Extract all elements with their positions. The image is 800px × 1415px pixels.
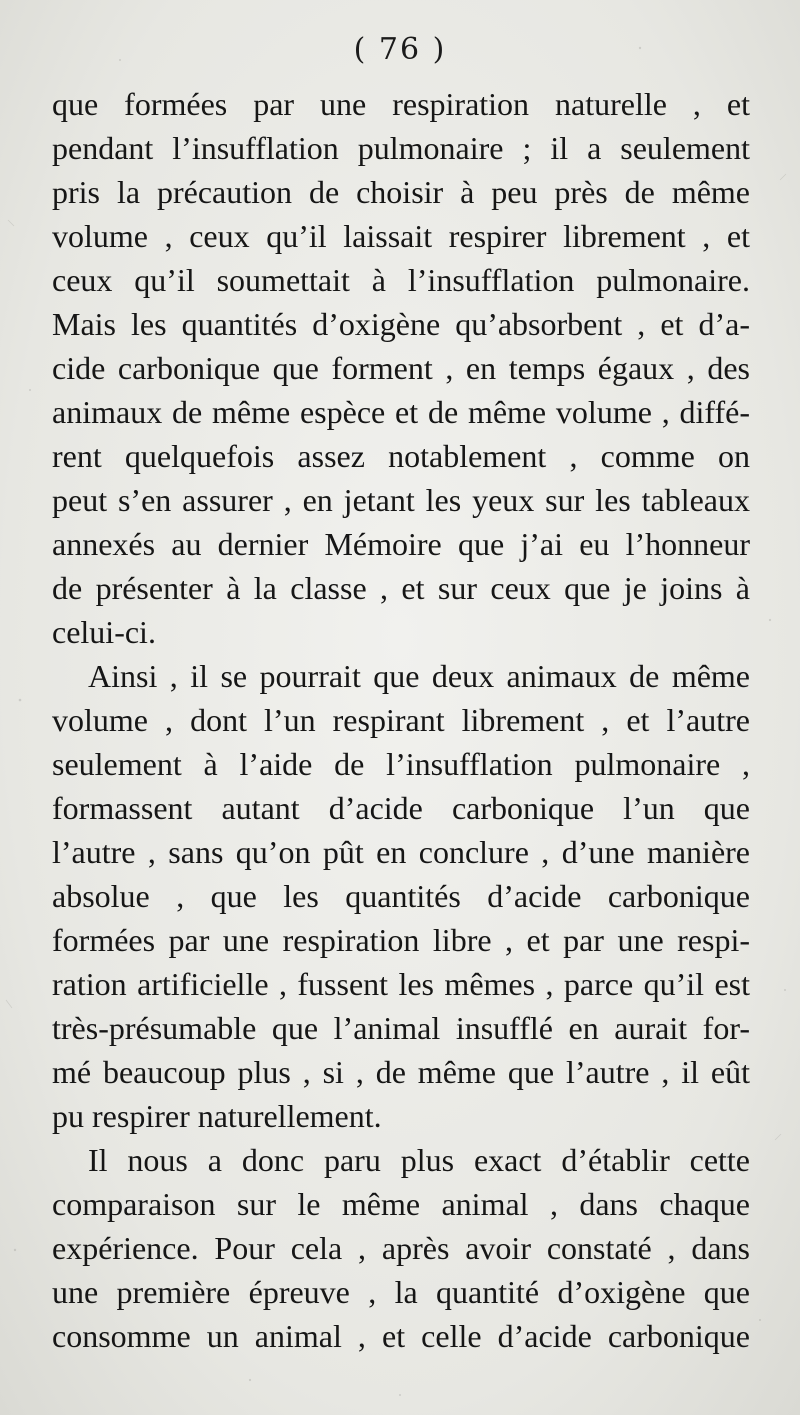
text-line: expérience. Pour cela , après avoir constaté , dans <box>52 1230 750 1266</box>
text-line: pendant l’insufflation pulmonaire ; il a seulement <box>52 130 750 166</box>
text-line: consomme un animal , et celle d’acide carbonique <box>52 1318 750 1354</box>
text-line: peut s’en assurer , en jetant les yeux sur les tableaux <box>52 482 750 518</box>
text-line: Ainsi , il se pourrait que deux animaux de même <box>88 658 750 694</box>
text-line: ration artificielle , fussent les mêmes , parce qu’il est <box>52 966 750 1002</box>
text-line: de présenter à la classe , et sur ceux que je joins à <box>52 570 750 606</box>
text-line: pris la précaution de choisir à peu près de même <box>52 174 750 210</box>
text-line: celui-ci. <box>52 614 156 650</box>
text-line: pu respirer naturellement. <box>52 1098 382 1134</box>
text-line: très-présumable que l’animal insufflé en aurait for- <box>52 1010 750 1046</box>
paragraph-3 <box>52 1138 750 1358</box>
text-line: animaux de même espèce et de même volume , diffé- <box>52 394 750 430</box>
text-line: formassent autant d’acide carbonique l’un que <box>52 790 750 826</box>
body-text <box>52 82 750 1358</box>
text-line: annexés au dernier Mémoire que j’ai eu l’honneur <box>52 526 750 562</box>
text-line: comparaison sur le même animal , dans chaque <box>52 1186 750 1222</box>
text-line: rent quelquefois assez notablement , comme on <box>52 438 750 474</box>
text-line: volume , dont l’un respirant librement , et l’autre <box>52 702 750 738</box>
text-line: que formées par une respiration naturelle , et <box>52 86 750 122</box>
paragraph-1 <box>52 82 750 654</box>
paragraph-2 <box>52 654 750 1138</box>
text-line: formées par une respiration libre , et par une respi- <box>52 922 750 958</box>
text-line: cide carbonique que forment , en temps égaux , des <box>52 350 750 386</box>
text-line: seulement à l’aide de l’insufflation pulmonaire , <box>52 746 750 782</box>
text-line: mé beaucoup plus , si , de même que l’autre , il eût <box>52 1054 750 1090</box>
text-line: l’autre , sans qu’on pût en conclure , d’une manière <box>52 834 750 870</box>
page-number: ( 76 ) <box>353 32 447 67</box>
text-line: volume , ceux qu’il laissait respirer librement , et <box>52 218 750 254</box>
text-line: absolue , que les quantités d’acide carbonique <box>52 878 750 914</box>
text-line: ceux qu’il soumettait à l’insufflation pulmonaire. <box>52 262 750 298</box>
text-line: Mais les quantités d’oxigène qu’absorbent , et d’a- <box>52 306 750 342</box>
text-line: Il nous a donc paru plus exact d’établir cette <box>88 1142 750 1178</box>
text-line: une première épreuve , la quantité d’oxigène que <box>52 1274 750 1310</box>
